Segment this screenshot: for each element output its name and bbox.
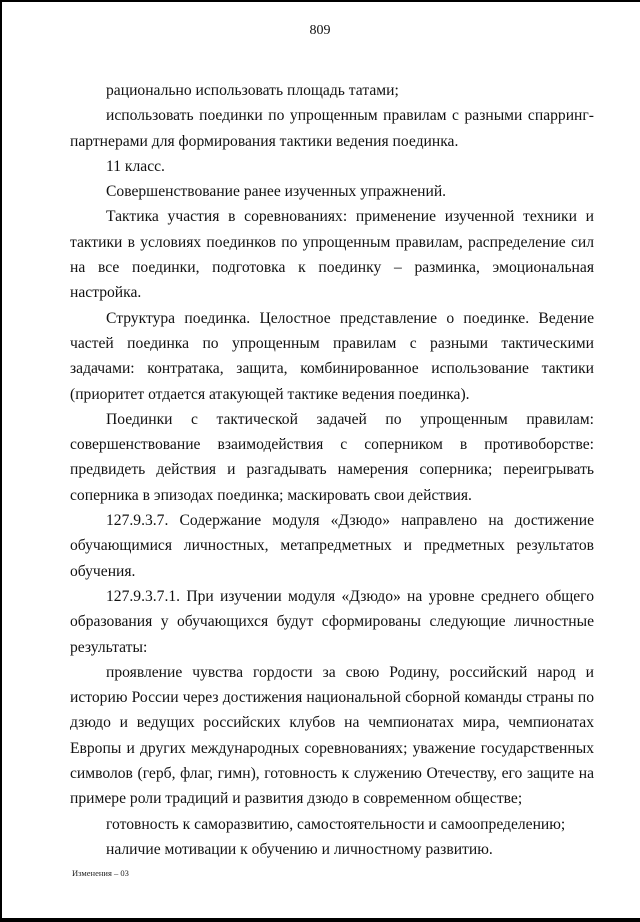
paragraph: готовность к саморазвитию, самостоятельности и самоопределению;: [106, 815, 566, 833]
page-number: 809: [309, 23, 331, 38]
paragraph: Тактика участия в соревнованиях: применение изученной техники и тактики в условиях поединков по упрощенным правилам, распределение сил на все поединки, подготовка к поединку – разминка, эмоциональная настройка.: [70, 208, 594, 302]
paragraph: Структура поединка. Целостное представление о поединке. Ведение частей поединка по упрощенным правилам с разными тактическими задачами: контратака, защита, комбинированное использование тактики (приоритет отдается атакующей тактике ведения поединка).: [70, 309, 594, 403]
paragraph: наличие мотивации к обучению и личностному развитию.: [106, 840, 493, 858]
paragraph: Поединки с тактической задачей по упрощенным правилам: совершенствование взаимодействия с соперником в противоборстве: предвидеть действия и разгадывать намерения соперника; переигрывать соперника в эпизодах поединка; маскировать свои действия.: [70, 410, 594, 504]
paragraph: 127.9.3.7.1. При изучении модуля «Дзюдо» на уровне среднего общего образования у обучающихся будут сформированы следующие личностные результаты:: [70, 587, 594, 656]
paragraph: 11 класс.: [106, 157, 165, 175]
paragraph: использовать поединки по упрощенным правилам с разными спарринг-партнерами для формирования тактики ведения поединка.: [70, 107, 594, 150]
scan-edge-left: [0, 0, 2, 922]
document-body: [70, 78, 594, 862]
paragraph: Совершенствование ранее изученных упражнений.: [106, 183, 447, 201]
paragraph: проявление чувства гордости за свою Родину, российский народ и историю России через достижения национальной сборной команды страны по дзюдо и ведущих российских клубов на чемпионатах мира, чемпионатах Европы и других международных соревнованиях; уважение государственных символов (герб, флаг, гимн), готовность к служению Отечеству, его защите на примере роли традиций и развития дзюдо в современном обществе;: [70, 663, 594, 808]
paragraph: рационально использовать площадь татами;: [106, 82, 399, 99]
scan-edge-top: [0, 0, 640, 2]
scan-edge-bottom: [0, 918, 640, 922]
paragraph: 127.9.3.7. Содержание модуля «Дзюдо» направлено на достижение обучающимися личностных, метапредметных и предметных результатов обучения.: [70, 512, 594, 580]
footer-revision-note: Изменения – 03: [72, 868, 129, 878]
